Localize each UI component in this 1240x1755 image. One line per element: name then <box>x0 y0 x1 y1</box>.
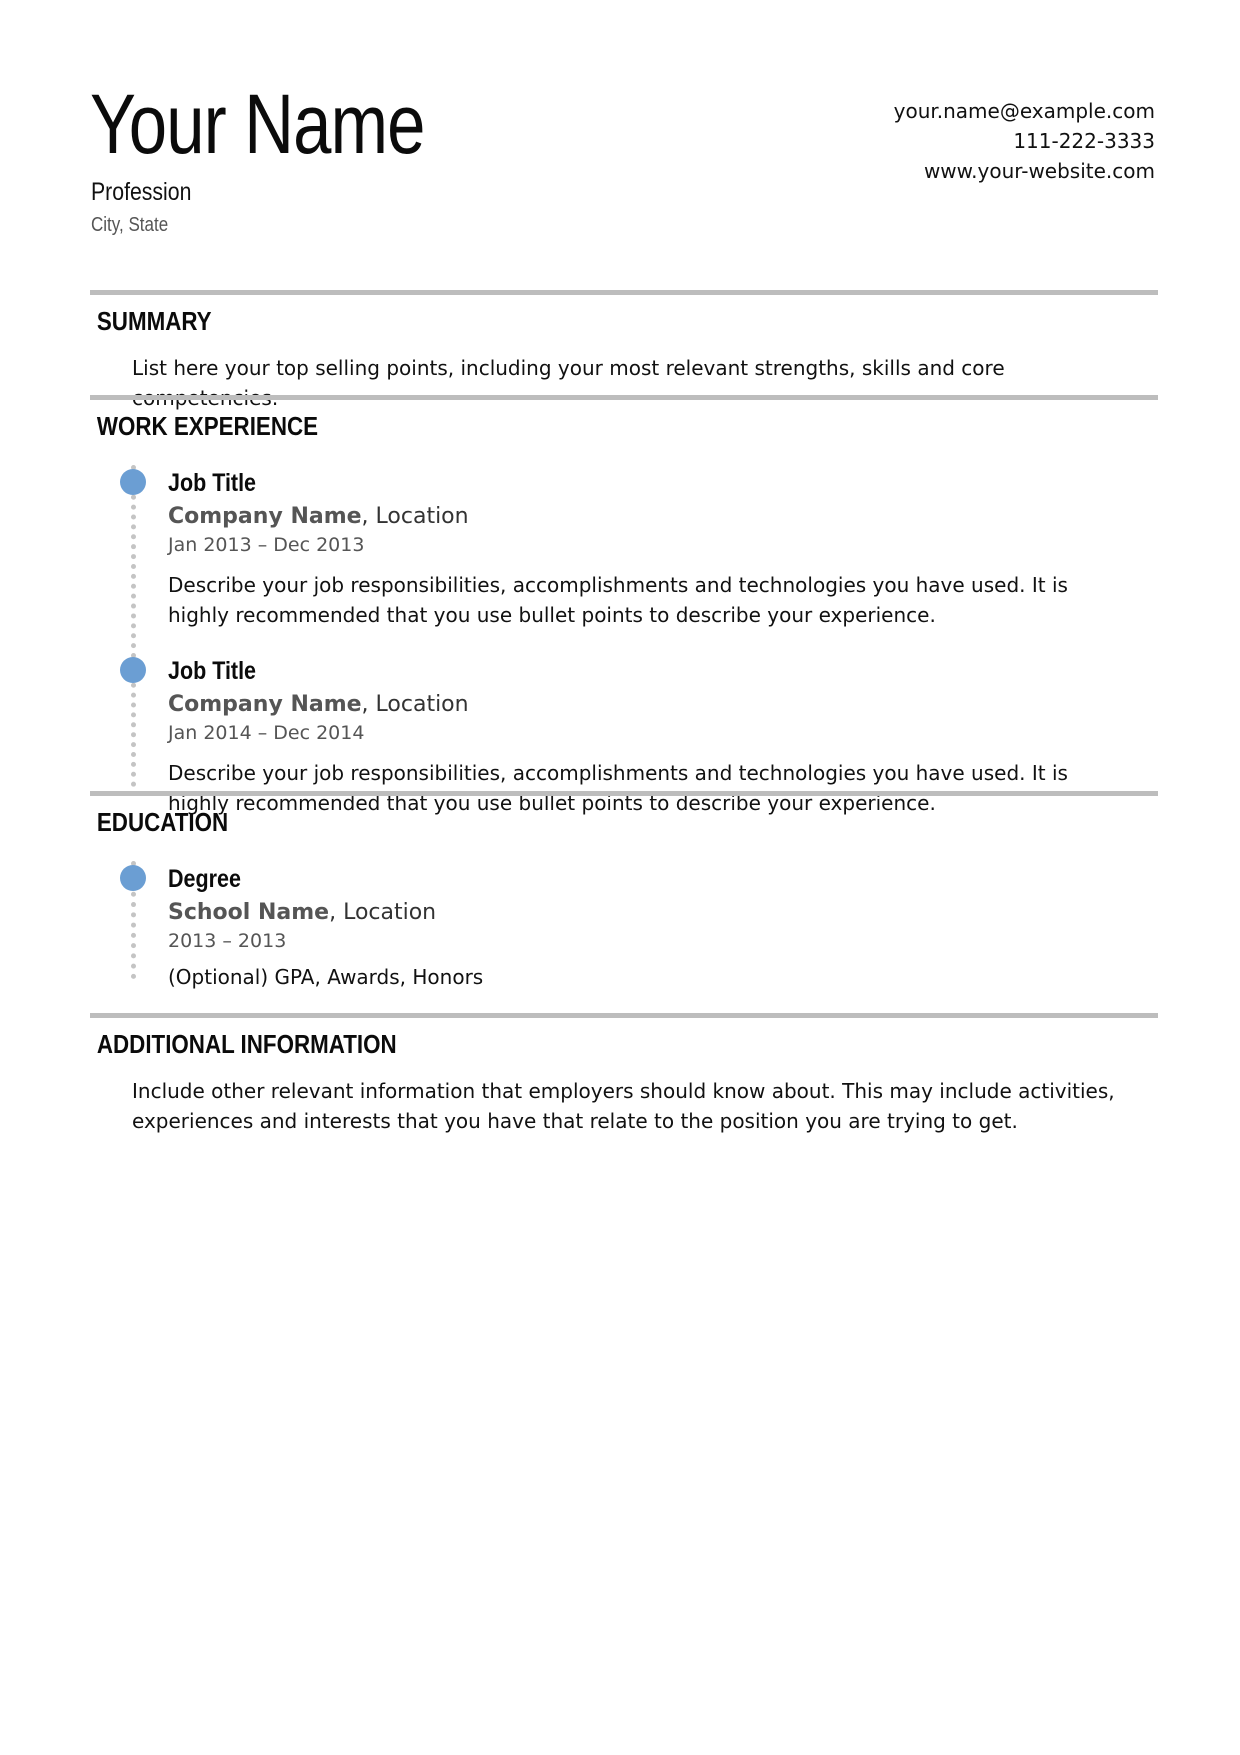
contact-info <box>894 96 1155 186</box>
education-details: (Optional) GPA, Awards, Honors <box>168 965 484 989</box>
resume-header <box>90 0 1158 290</box>
school-location: , Location <box>329 900 437 925</box>
website-link[interactable]: www.your-website.com <box>923 159 1155 183</box>
section-title-education: EDUCATION <box>96 807 229 837</box>
education-dates: 2013 – 2013 <box>168 930 287 952</box>
work-entry <box>168 653 1158 815</box>
additional-information-section <box>90 1013 1158 1136</box>
work-timeline <box>90 465 1158 815</box>
job-dates: Jan 2014 – Dec 2014 <box>168 722 365 744</box>
job-description: Describe your job responsibilities, accomplishments and technologies you have used. It is highly recommended that you use bullet points to describe your experience. <box>168 573 1068 627</box>
summary-text: List here your top selling points, including your most relevant strengths, skills and core competencies. <box>132 356 1005 410</box>
education-timeline <box>90 861 1158 992</box>
job-title: Job Title <box>168 469 257 497</box>
job-dates: Jan 2013 – Dec 2013 <box>168 534 365 556</box>
company-name: Company Name <box>168 504 362 529</box>
additional-information-text: Include other relevant information that employers should know about. This may include activities, experiences and interests that you have that relate to the position you are trying to get. <box>132 1079 1115 1133</box>
timeline-line <box>131 465 136 787</box>
timeline-dot-icon <box>120 657 146 683</box>
company-line <box>168 502 1158 532</box>
phone-number: 111-222-3333 <box>1013 129 1155 153</box>
section-title-summary: SUMMARY <box>96 306 212 336</box>
resume-page <box>90 0 1158 1755</box>
timeline-dot-icon <box>120 469 146 495</box>
education-section <box>90 791 1158 1013</box>
company-location: , Location <box>361 692 469 717</box>
work-experience-section <box>90 395 1158 815</box>
job-title: Job Title <box>168 657 257 685</box>
degree: Degree <box>168 865 241 893</box>
timeline-dot-icon <box>120 865 146 891</box>
section-title-work-experience: WORK EXPERIENCE <box>96 411 319 441</box>
company-name: Company Name <box>168 692 362 717</box>
full-name: Your Name <box>90 77 425 171</box>
city-state: City, State <box>91 214 169 236</box>
education-entry <box>168 861 1158 992</box>
job-description: Describe your job responsibilities, accomplishments and technologies you have used. It is highly recommended that you use bullet points to describe your experience. <box>168 761 1068 815</box>
work-entry <box>168 465 1158 653</box>
email-link[interactable]: your.name@example.com <box>893 99 1155 123</box>
summary-section <box>90 290 1158 410</box>
company-line <box>168 690 1158 720</box>
school-line <box>168 898 1158 928</box>
school-name: School Name <box>168 900 330 925</box>
company-location: , Location <box>361 504 469 529</box>
profession: Profession <box>91 178 192 206</box>
section-title-additional-information: ADDITIONAL INFORMATION <box>96 1029 397 1059</box>
